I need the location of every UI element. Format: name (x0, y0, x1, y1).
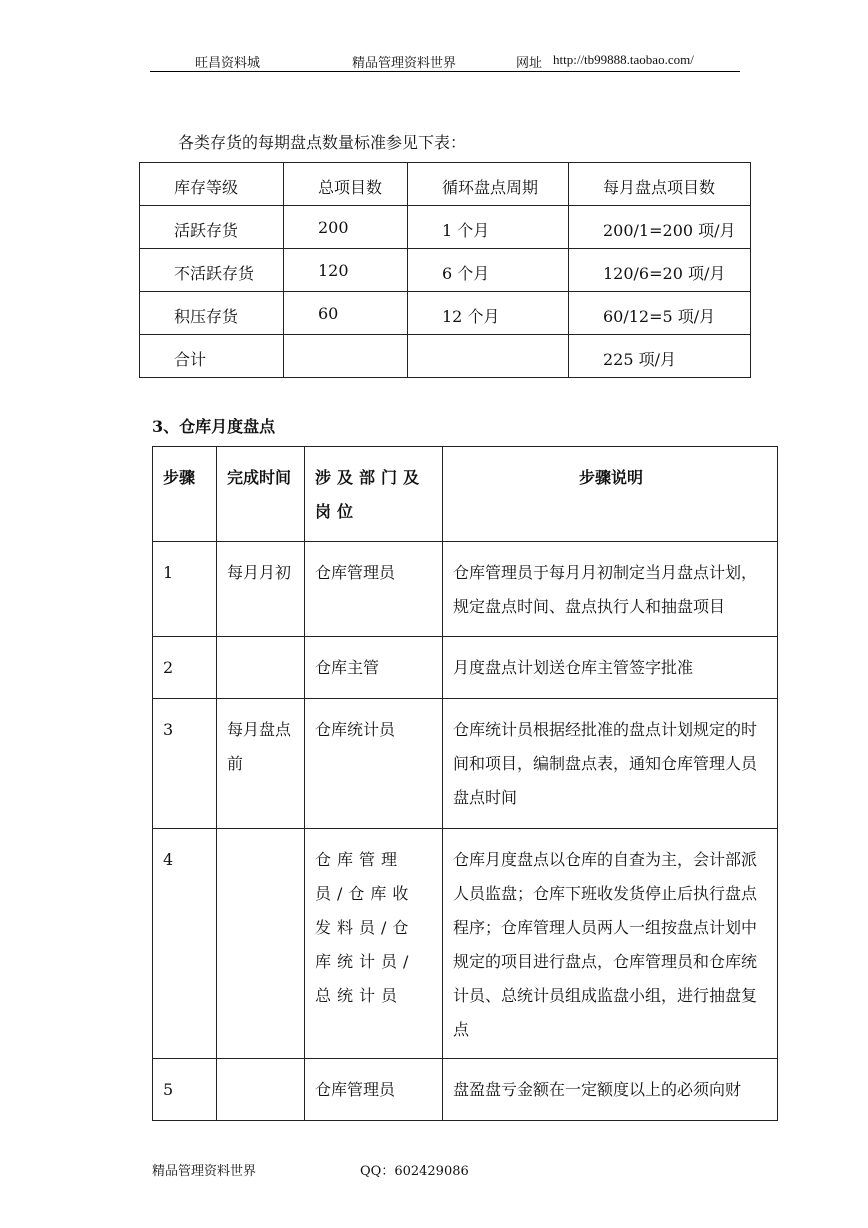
table-cell: 4 (153, 829, 217, 1059)
inventory-count-table (139, 162, 751, 378)
footer-tagline: 精品管理资料世界 (152, 1164, 257, 1179)
table-cell: 不活跃存货 (140, 249, 284, 292)
header-cell: 步骤说明 (443, 447, 778, 542)
table-cell: 120/6=20 项/月 (569, 249, 751, 292)
footer-qq: QQ：602429086 (360, 1164, 469, 1179)
monthly-count-steps-table (152, 446, 778, 1121)
table-cell: 2 (153, 637, 217, 699)
table-cell: 仓库管理员 (305, 542, 443, 637)
header-site-name: 旺昌资料城 (195, 56, 261, 71)
table-cell: 仓库月度盘点以仓库的自查为主，会计部派人员监盘；仓库下班收发货停止后执行盘点程序；仓库管理人员两人一组按盘点计划中规定的项目进行盘点，仓库管理员和仓库统计员、总统计员组成监盘小组，进行抽盘复点 (443, 829, 778, 1059)
table-row (153, 829, 778, 1059)
header-tagline: 精品管理资料世界 (352, 56, 457, 71)
header-cell: 完成时间 (217, 447, 305, 542)
table-row (153, 637, 778, 699)
table-cell: 120 (284, 249, 408, 292)
table-cell: 仓库管理员/仓库收发料员/仓库统计员/总统计员 (305, 829, 443, 1059)
table-cell: 60 (284, 292, 408, 335)
table-header-row (140, 163, 751, 206)
table-cell: 活跃存货 (140, 206, 284, 249)
table-cell (284, 335, 408, 378)
table-cell: 60/12=5 项/月 (569, 292, 751, 335)
table-cell: 仓库管理员 (305, 1059, 443, 1121)
header-cell: 库存等级 (140, 163, 284, 206)
table-cell: 200/1=200 项/月 (569, 206, 751, 249)
table-cell: 月度盘点计划送仓库主管签字批准 (443, 637, 778, 699)
table-cell: 12 个月 (408, 292, 569, 335)
intro-text: 各类存货的每期盘点数量标准参见下表： (178, 133, 467, 152)
table-header-row (153, 447, 778, 542)
header-cell: 总项目数 (284, 163, 408, 206)
table-cell (408, 335, 569, 378)
table-cell: 仓库统计员 (305, 699, 443, 829)
table-cell: 5 (153, 1059, 217, 1121)
table-cell: 200 (284, 206, 408, 249)
section-title: 3、仓库月度盘点 (152, 417, 276, 436)
header-rule (150, 71, 740, 72)
table-cell: 仓库统计员根据经批准的盘点计划规定的时间和项目，编制盘点表，通知仓库管理人员盘点时间 (443, 699, 778, 829)
table-cell: 1 (153, 542, 217, 637)
table-cell: 225 项/月 (569, 335, 751, 378)
table-cell: 每月盘点前 (217, 699, 305, 829)
table-cell: 盘盈盘亏金额在一定额度以上的必须向财 (443, 1059, 778, 1121)
table-cell: 仓库主管 (305, 637, 443, 699)
table-cell: 仓库管理员于每月月初制定当月盘点计划，规定盘点时间、盘点执行人和抽盘项目 (443, 542, 778, 637)
table-row (153, 542, 778, 637)
table-cell: 每月月初 (217, 542, 305, 637)
table-row (153, 699, 778, 829)
header-url[interactable]: http://tb99888.taobao.com/ (553, 52, 694, 67)
header-url-label: 网址 (516, 56, 543, 71)
table-cell (217, 829, 305, 1059)
header-cell: 涉及部门及岗位 (305, 447, 443, 542)
table-cell: 积压存货 (140, 292, 284, 335)
table-row (140, 206, 751, 249)
table-cell (217, 637, 305, 699)
table-row (140, 249, 751, 292)
table-row (140, 335, 751, 378)
table-cell: 3 (153, 699, 217, 829)
table-row (153, 1059, 778, 1121)
table-cell (217, 1059, 305, 1121)
table-cell: 6 个月 (408, 249, 569, 292)
header-cell: 循环盘点周期 (408, 163, 569, 206)
table-cell: 合计 (140, 335, 284, 378)
table-cell: 1 个月 (408, 206, 569, 249)
header-cell: 每月盘点项目数 (569, 163, 751, 206)
header-cell: 步骤 (153, 447, 217, 542)
table-row (140, 292, 751, 335)
